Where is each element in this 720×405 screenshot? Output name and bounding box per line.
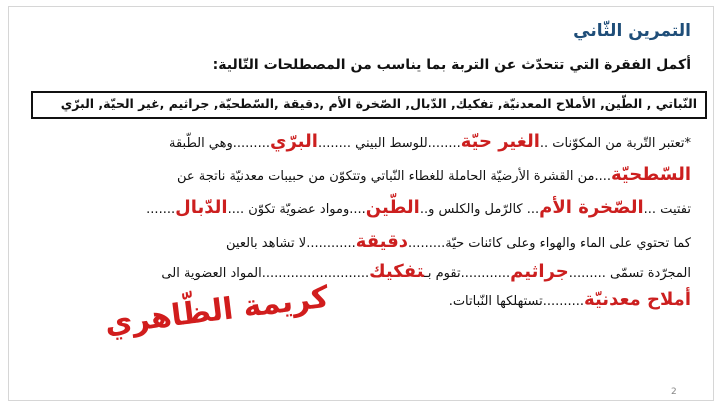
answer-text: دقيقة <box>355 231 409 252</box>
word-bank: النّباتي , الطّين, الأملاح المعدنيّة, تفكيك, الدّبال, الصّخرة الأم ,دقيقة ,السّطحيّة, جراثيم ,غير الحيّة, البرّي <box>60 96 697 111</box>
answer-text: البرّي <box>269 131 318 152</box>
exercise-title: التمرين الثّاني <box>573 21 691 41</box>
answer-text: الدّبال <box>175 197 228 218</box>
answer-text: الطّين <box>365 197 420 218</box>
worksheet <box>8 6 714 401</box>
paragraph-line-6: أملاح معدنيّة..........تستهلكها النّباتات. <box>448 289 691 310</box>
paragraph-line-5: المجرّدة تسمّى .........جراثيم............تقوم بـتفكيك..........................المواد العضوية الى <box>161 261 691 282</box>
instruction-text: أكمل الفقرة التي تتحدّث عن التربة بما يناسب من المصطلحات التّالية: <box>212 57 691 73</box>
paragraph-line-2: السّطحيّة....من القشرة الأرضيّة الحاملة للغطاء النّباتي وتتكوّن من حبيبات معدنيّة ناتجة عن <box>177 164 691 185</box>
page-number: 2 <box>671 387 677 397</box>
handwritten-signature: كريمة الظّاهري <box>102 279 331 342</box>
word-bank-box <box>31 91 707 119</box>
answer-text: تفكيك <box>369 261 425 282</box>
answer-text: الصّخرة الأم <box>539 197 644 218</box>
answer-text: الغير حيّة <box>460 131 540 152</box>
paragraph-line-1: *تعتبر التّربة من المكوّنات ..الغير حيّة........للوسط البيني ........البرّي.........وهي الطّبقة <box>168 131 691 152</box>
paragraph-line-4: كما تحتوي على الماء والهواء وعلى كائنات حيّة.........دقيقة............لا تشاهد بالعين <box>226 231 691 252</box>
paragraph-line-3: تفتيت ...الصّخرة الأم... كالرّمل والكلس و..الطّين....ومواد عضويّة تكوّن ....الدّبال....... <box>146 197 691 218</box>
answer-text: جراثيم <box>510 261 569 282</box>
answer-text: السّطحيّة <box>610 164 691 185</box>
answer-text: أملاح معدنيّة <box>584 289 691 310</box>
